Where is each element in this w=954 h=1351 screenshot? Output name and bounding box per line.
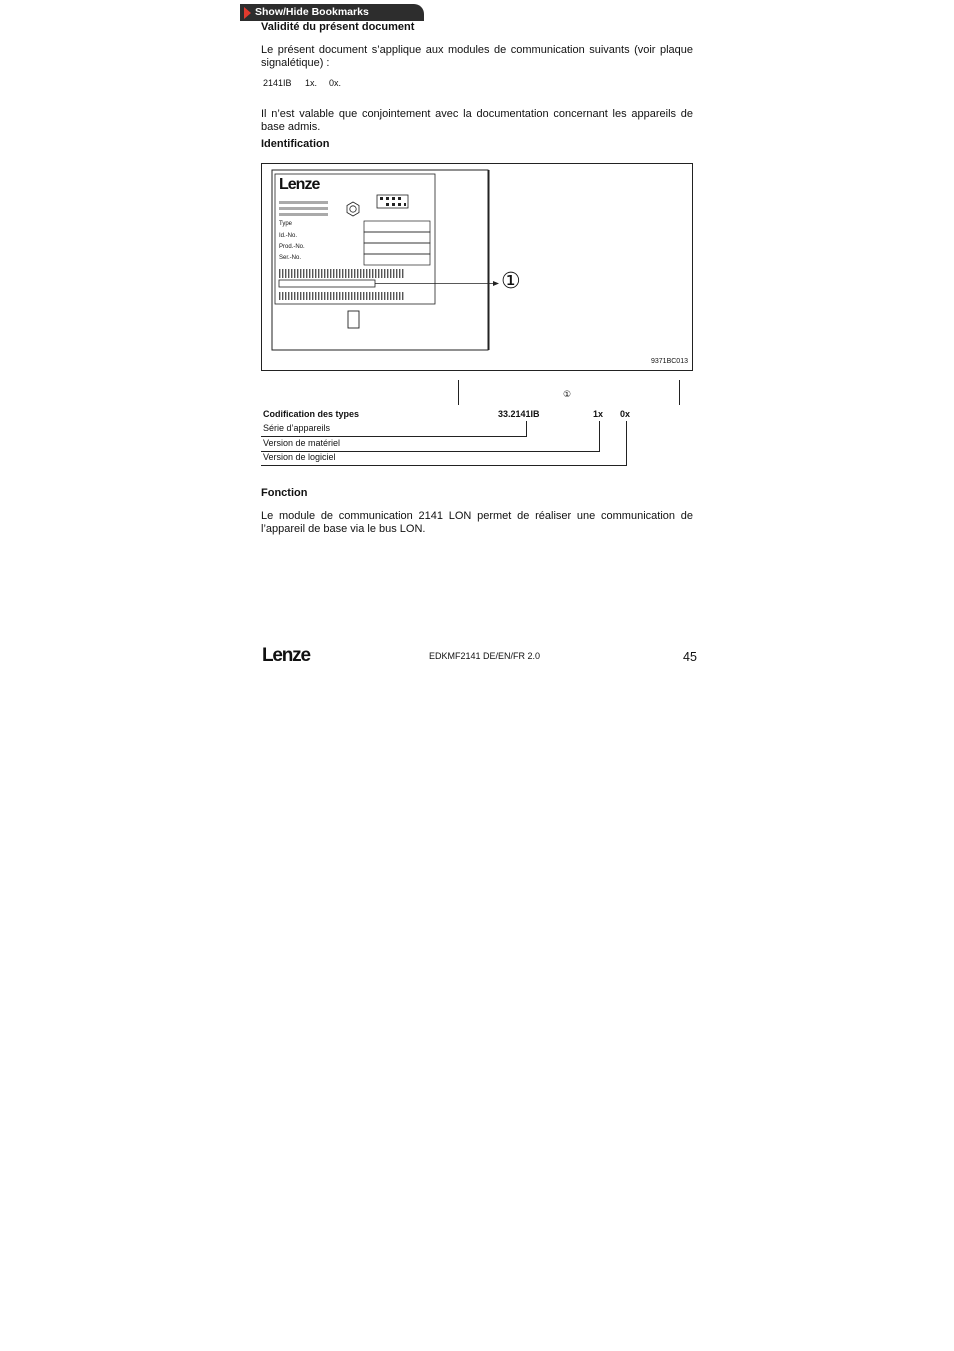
barcode-stripe <box>297 269 298 278</box>
barcode-stripe <box>306 292 307 300</box>
type-row-series-underline <box>261 436 526 437</box>
barcode-stripe <box>318 292 319 300</box>
plate-field-type: Type <box>279 221 293 227</box>
barcode-stripe <box>384 292 385 300</box>
barcode-stripe <box>378 269 379 278</box>
barcode-stripe <box>333 292 334 300</box>
barcode-stripe <box>360 292 361 300</box>
barcode-stripe <box>399 292 400 300</box>
barcode-stripe <box>324 292 325 300</box>
barcode-stripe <box>327 269 328 278</box>
plate-brand-logo: Lenze <box>279 176 320 193</box>
barcode-stripe <box>372 292 373 300</box>
barcode-stripe <box>279 269 280 278</box>
barcode-stripe <box>369 292 370 300</box>
barcode-stripe <box>330 292 331 300</box>
barcode-stripe <box>393 292 394 300</box>
barcode-stripe <box>342 292 343 300</box>
barcode-stripe <box>366 269 367 278</box>
barcode-stripe <box>309 292 310 300</box>
barcode-stripe <box>369 269 370 278</box>
barcode-stripe <box>348 292 349 300</box>
barcode-stripe <box>324 269 325 278</box>
barcode-stripe <box>300 292 301 300</box>
show-hide-bookmarks-button[interactable] <box>240 4 424 21</box>
barcode-stripe <box>381 269 382 278</box>
barcode-stripe <box>294 292 295 300</box>
barcode-stripe <box>393 269 394 278</box>
version-sw: 0x. <box>329 78 342 88</box>
type-row-series: Série d’appareils <box>263 423 331 433</box>
function-heading: Fonction <box>261 487 308 499</box>
barcode-stripe <box>327 292 328 300</box>
barcode-stripe <box>366 292 367 300</box>
barcode-stripe <box>288 292 289 300</box>
barcode-stripe <box>279 292 280 300</box>
barcode-stripe <box>357 292 358 300</box>
barcode-stripe <box>384 269 385 278</box>
validity-note: Il n’est valable que conjointement avec la documentation concernant les appareils de base admis. <box>261 108 693 133</box>
bookmarks-label: Show/Hide Bookmarks <box>255 6 369 18</box>
type-row-hw-connector <box>599 421 600 452</box>
barcode-stripe <box>348 269 349 278</box>
barcode-stripe <box>360 269 361 278</box>
validity-intro: Le présent document s’applique aux modules de communication suivants (voir plaque signalétique) : <box>261 44 693 69</box>
barcode-stripe <box>285 292 286 300</box>
barcode-stripe <box>387 269 388 278</box>
barcode-stripe <box>288 269 289 278</box>
barcode-stripe <box>363 292 364 300</box>
barcode-stripe <box>381 292 382 300</box>
barcode-stripe <box>357 269 358 278</box>
barcode-stripe <box>339 269 340 278</box>
barcode-stripe <box>300 269 301 278</box>
barcode-stripe <box>315 269 316 278</box>
type-row-hw: Version de matériel <box>263 438 341 448</box>
identification-heading: Identification <box>261 138 330 150</box>
plate-field-ser: Ser.-No. <box>279 255 302 261</box>
barcode-stripe <box>294 269 295 278</box>
barcode-stripe <box>336 292 337 300</box>
plate-callout-marker: ① <box>501 268 521 293</box>
type-code-sw: 0x <box>620 409 631 419</box>
barcode-stripe <box>318 269 319 278</box>
type-code-hw: 1x <box>593 409 604 419</box>
barcode-stripe <box>297 292 298 300</box>
legend-marker: ① <box>563 389 572 399</box>
barcode-stripe <box>345 292 346 300</box>
validity-heading: Validité du présent document <box>261 21 415 33</box>
barcode-stripe <box>354 269 355 278</box>
barcode-stripe <box>372 269 373 278</box>
barcode-stripe <box>333 269 334 278</box>
barcode-stripe <box>339 292 340 300</box>
barcode-stripe <box>390 292 391 300</box>
figure-code: 9371BC013 <box>651 358 688 365</box>
barcode-stripe <box>303 269 304 278</box>
nameplate-drawing <box>262 164 694 372</box>
barcode-stripe <box>330 269 331 278</box>
barcode-stripe <box>309 269 310 278</box>
barcode-stripe <box>321 269 322 278</box>
type-row-sw: Version de logiciel <box>263 452 336 462</box>
footer-doc-id: EDKMF2141 DE/EN/FR 2.0 <box>429 651 541 661</box>
barcode-stripe <box>312 269 313 278</box>
barcode-stripe <box>342 269 343 278</box>
barcode-stripe <box>387 292 388 300</box>
barcode-stripe <box>375 292 376 300</box>
barcode-stripe <box>345 269 346 278</box>
barcode-stripe <box>285 269 286 278</box>
barcode-stripe <box>363 269 364 278</box>
barcode-stripe <box>396 269 397 278</box>
barcode-stripe <box>399 269 400 278</box>
barcode-stripe <box>396 292 397 300</box>
function-text: Le module de communication 2141 LON permet de réaliser une communication de l’appareil de base via le bus LON. <box>261 510 693 535</box>
version-series: 2141IB <box>263 78 292 88</box>
barcode-stripe <box>303 292 304 300</box>
barcode-stripe <box>336 269 337 278</box>
type-code-heading: Codification des types <box>263 409 360 419</box>
barcode-stripe <box>291 292 292 300</box>
barcode-stripe <box>312 292 313 300</box>
legend-divider-left <box>458 380 459 405</box>
type-row-sw-connector <box>626 421 627 466</box>
barcode-stripe <box>354 292 355 300</box>
barcode-stripe <box>378 292 379 300</box>
plate-field-id: Id.-No. <box>279 233 298 239</box>
nameplate-figure <box>261 163 693 371</box>
barcode-stripe <box>282 292 283 300</box>
type-code-series: 33.2141IB <box>498 409 540 419</box>
barcode-stripe <box>282 269 283 278</box>
barcode-stripe <box>390 269 391 278</box>
barcode-stripe <box>306 269 307 278</box>
legend-divider-right <box>679 380 680 405</box>
plate-field-prod: Prod.-No. <box>279 244 305 250</box>
barcode-stripe <box>402 269 403 278</box>
barcode-stripe <box>291 269 292 278</box>
type-row-sw-underline <box>261 465 627 466</box>
barcode-stripe <box>402 292 403 300</box>
barcode-stripe <box>375 269 376 278</box>
barcode-stripe <box>351 292 352 300</box>
barcode-stripe <box>321 292 322 300</box>
barcode-stripe <box>351 269 352 278</box>
barcode-stripe <box>315 292 316 300</box>
version-hw: 1x. <box>305 78 318 88</box>
page-number: 45 <box>683 650 697 664</box>
footer-brand-logo: Lenze <box>262 645 310 666</box>
type-row-series-connector <box>526 421 527 437</box>
arrow-right-icon <box>244 7 251 19</box>
